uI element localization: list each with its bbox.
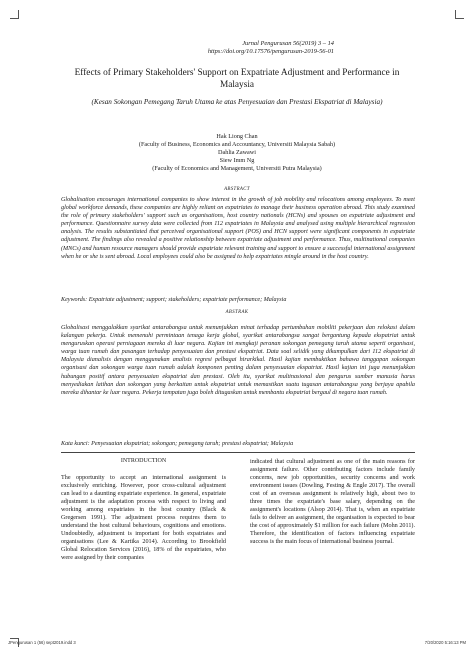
abstrak-keywords: Kata kunci: Penyesuaian ekspatriat; sokongan; pemegang taruh; prestasi ekspatriat; Malaysia	[61, 441, 294, 447]
abstract-text: Globalisation encourages international companies to show interest in the growth of job mobility and relocations among employees. To meet global workforce demands, these companies are highly reliant on expatriates to manage their business operation abroad. This study examined the role of primary stakeholders' support such as organisations, host country nationals (HCNs) and spouses on expatriate adjustment and performance. Questionnaire survey data were collected from 112 expatriates in Malaysia and analysed using multiple hierarchical regression analysis. The results substantiated that perceived organisational support (POS) and HCN support were significant components in expatriate adjustment. The findings also revealed a positive relationship between expatriate adjustment and performance. Thus, multinational companies (MNCs) and human resource managers should provide expatriate relevant training and support to ensure a successful international assignment when he or she is sent abroad. Local employees could also be assigned to help expatriates mingle around in the host country.	[61, 197, 415, 260]
author-name: Hak Liong Chan	[216, 133, 258, 140]
author-affiliation: (Faculty of Economics and Management, Universiti Putra Malaysia)	[152, 164, 322, 172]
section-divider	[61, 452, 415, 453]
abstract-label: ABSTRACT	[224, 187, 250, 192]
paper-title: Effects of Primary Stakeholders' Support on Expatriate Adjustment and Performance in Malaysia	[74, 68, 400, 90]
abstrak-text: Globalisasi menggalakkan syarikat antarabangsa untuk menunjukkan minat terhadap pertumbuhan mobiliti pekerjaan dan relokasi dalam kalangan pekerja. Untuk memenuhi permintaan tenaga kerja global, syarikat antarabangsa sangat bergantung kepada ekspatriat untuk menguruskan operasi perniagaan mereka di luar negara. Kajian ini mengkaji peranan sokongan pemegang taruh utama seperti organisasi, warga tuan rumah dan pasangan terhadap penyesuaian dan prestasi ekspatriat. Data soal selidik yang dikumpulkan dari 112 ekspatriat di Malaysia dianalisis dengan menggunakan analisis regresi pelbagai hirarkikal. Hasil kajian membuktikan bahawa tanggapan sokongan organisasi dan sokongan warga tuan rumah adalah komponen penting dalam penyesuaian ekspatriat. Hasil kajian ini juga menunjukkan hubungan positif antara penyesuaian ekspatriat dan prestasi. Oleh itu, syarikat multinasional dan pengurus sumber manusia harus menyediakan latihan dan sokongan yang berkaitan untuk ekspatriat untuk memastikan suatu tugasan antarabangsa yang berjaya apabila mereka dihantar ke luar negara. Pekerja tempatan juga boleh ditugaskan untuk membantu ekspatriat bergaul di negara tuan rumah.	[61, 325, 415, 396]
journal-header	[208, 40, 334, 56]
abstract-keywords: Keywords: Expatriate adjustment; support; stakeholders; expatriate performance; Malaysia	[61, 297, 287, 303]
abstrak-label: ABSTRAK	[225, 310, 249, 315]
introduction-column-left: The opportunity to accept an international assignment is exclusively enriching. However, poor cross-cultural adjustment can lead to a daunting expatriate experience. In general, expatriate adjustment is the adaptation process with respect to living and working among expatriates in the host country (Black & Gregersen 1991). The adjustment process requires them to understand the host cultural behaviours, cognitions and emotions. Undoubtedly, adjustment is important for both expatriates and organisations (Lee & Kartika 2014). According to Brookfield Global Relocation Services (2016), 18% of the expatriates, who were assigned by their companies	[61, 475, 226, 562]
paper-subtitle-malay: (Kesan Sokongan Pemegang Taruh Utama ke atas Penyesuaian dan Prestasi Ekspatriat di Malaysia)	[91, 98, 383, 106]
journal-doi: https://doi.org/10.17576/pengurusan-2019-56-01	[207, 48, 334, 55]
author-name: Siew Imm Ng	[219, 156, 255, 164]
introduction-column-right: indicated that cultural adjustment as one of the main reasons for assignment failure. Other contributing factors include family concerns, new job opportunities, security concerns and work environment issues (Dowling, Festing & Engle 2017). The overall cost of an overseas assignment is relatively high, about two to three times the expatriate's base salary, depending on the assignment's locations (Alsop 2014). That is, when an expatriate fails to deliver an assignment, the organisation is expected to bear the cost of approximately $1 million for each failure (Mohn 2011). Therefore, the identification of factors influencing expatriate success is the main focus of international business journal.	[250, 459, 415, 546]
journal-citation: Jurnal Pengurusan 56(2019) 3 – 14	[242, 40, 334, 47]
crop-mark-top-left	[10, 10, 19, 19]
print-footer-file: JPengurusan 1 (56) sept2019.indd 3	[8, 640, 76, 645]
print-footer-timestamp: 7/20/2020 5:16:13 PM	[424, 640, 466, 645]
author-affiliation: (Faculty of Business, Economics and Accountancy, Universiti Malaysia Sabah)	[138, 140, 336, 148]
introduction-heading: INTRODUCTION	[120, 458, 167, 464]
crop-mark-top-right	[455, 10, 464, 19]
author-block	[90, 133, 384, 173]
author-name: Dahlia Zawawi	[218, 148, 256, 156]
